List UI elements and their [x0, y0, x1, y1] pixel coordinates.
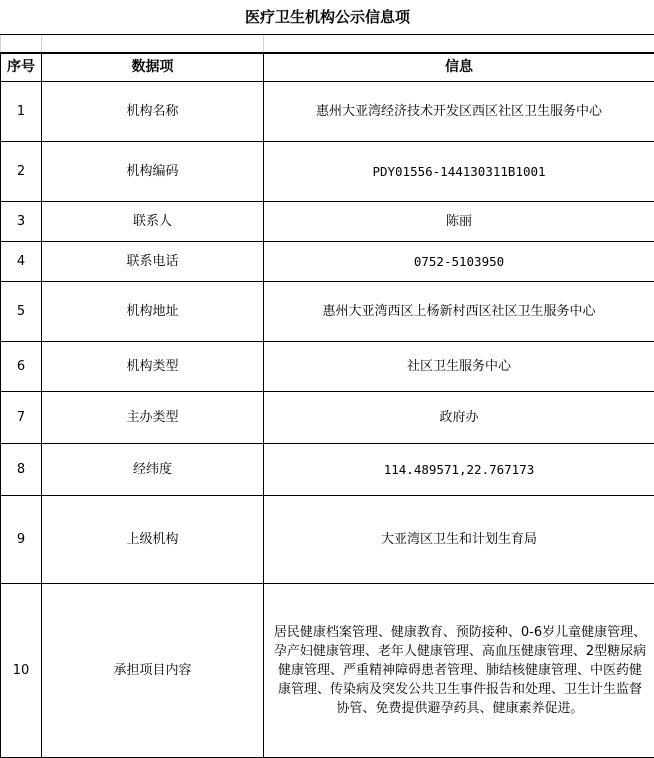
blank-cell[interactable] [42, 35, 264, 54]
row-item[interactable]: 机构地址 [42, 282, 264, 342]
row-info[interactable]: 社区卫生服务中心 [264, 342, 654, 392]
table-row [1, 202, 654, 242]
row-no[interactable]: 1 [1, 82, 42, 142]
row-no[interactable]: 6 [1, 342, 42, 392]
row-no[interactable]: 9 [1, 496, 42, 584]
row-no[interactable]: 2 [1, 142, 42, 202]
header-row [1, 53, 654, 82]
table-row [1, 82, 654, 142]
row-no[interactable]: 7 [1, 392, 42, 444]
table-row [1, 584, 654, 758]
row-info[interactable]: 惠州大亚湾经济技术开发区西区社区卫生服务中心 [264, 82, 654, 142]
table-row [1, 242, 654, 282]
row-item[interactable]: 机构类型 [42, 342, 264, 392]
header-item[interactable]: 数据项 [42, 53, 264, 82]
row-item[interactable]: 联系人 [42, 202, 264, 242]
row-info[interactable]: PDY01556-144130311B1001 [264, 142, 654, 202]
row-info[interactable]: 居民健康档案管理、健康教育、预防接种、0-6岁儿童健康管理、孕产妇健康管理、老年人健康管理、高血压健康管理、2型糖尿病健康管理、严重精神障碍患者管理、肺结核健康管理、中医药健康管理、传染病及突发公共卫生事件报告和处理、卫生计生监督协管、免费提供避孕药具、健康素养促进。 [264, 584, 654, 758]
table-row [1, 342, 654, 392]
table-row [1, 282, 654, 342]
header-info[interactable]: 信息 [264, 53, 654, 82]
row-item[interactable]: 上级机构 [42, 496, 264, 584]
row-info[interactable]: 惠州大亚湾西区上杨新村西区社区卫生服务中心 [264, 282, 654, 342]
table-row [1, 142, 654, 202]
blank-row [1, 35, 654, 54]
table-row [1, 496, 654, 584]
row-no[interactable]: 10 [1, 584, 42, 758]
table-row [1, 444, 654, 496]
row-no[interactable]: 4 [1, 242, 42, 282]
blank-cell[interactable] [264, 35, 654, 54]
row-item[interactable]: 承担项目内容 [42, 584, 264, 758]
row-item[interactable]: 机构编码 [42, 142, 264, 202]
blank-cell[interactable] [1, 35, 42, 54]
row-info[interactable]: 0752-5103950 [264, 242, 654, 282]
row-info[interactable]: 大亚湾区卫生和计划生育局 [264, 496, 654, 584]
row-item[interactable]: 主办类型 [42, 392, 264, 444]
row-item[interactable]: 联系电话 [42, 242, 264, 282]
row-info[interactable]: 陈丽 [264, 202, 654, 242]
title-row [1, 0, 654, 35]
table-row [1, 392, 654, 444]
row-no[interactable]: 5 [1, 282, 42, 342]
row-info[interactable]: 政府办 [264, 392, 654, 444]
row-info[interactable]: 114.489571,22.767173 [264, 444, 654, 496]
header-no[interactable]: 序号 [1, 53, 42, 82]
row-item[interactable]: 机构名称 [42, 82, 264, 142]
row-no[interactable]: 3 [1, 202, 42, 242]
row-item[interactable]: 经纬度 [42, 444, 264, 496]
table-title[interactable]: 医疗卫生机构公示信息项 [1, 0, 654, 35]
row-no[interactable]: 8 [1, 444, 42, 496]
